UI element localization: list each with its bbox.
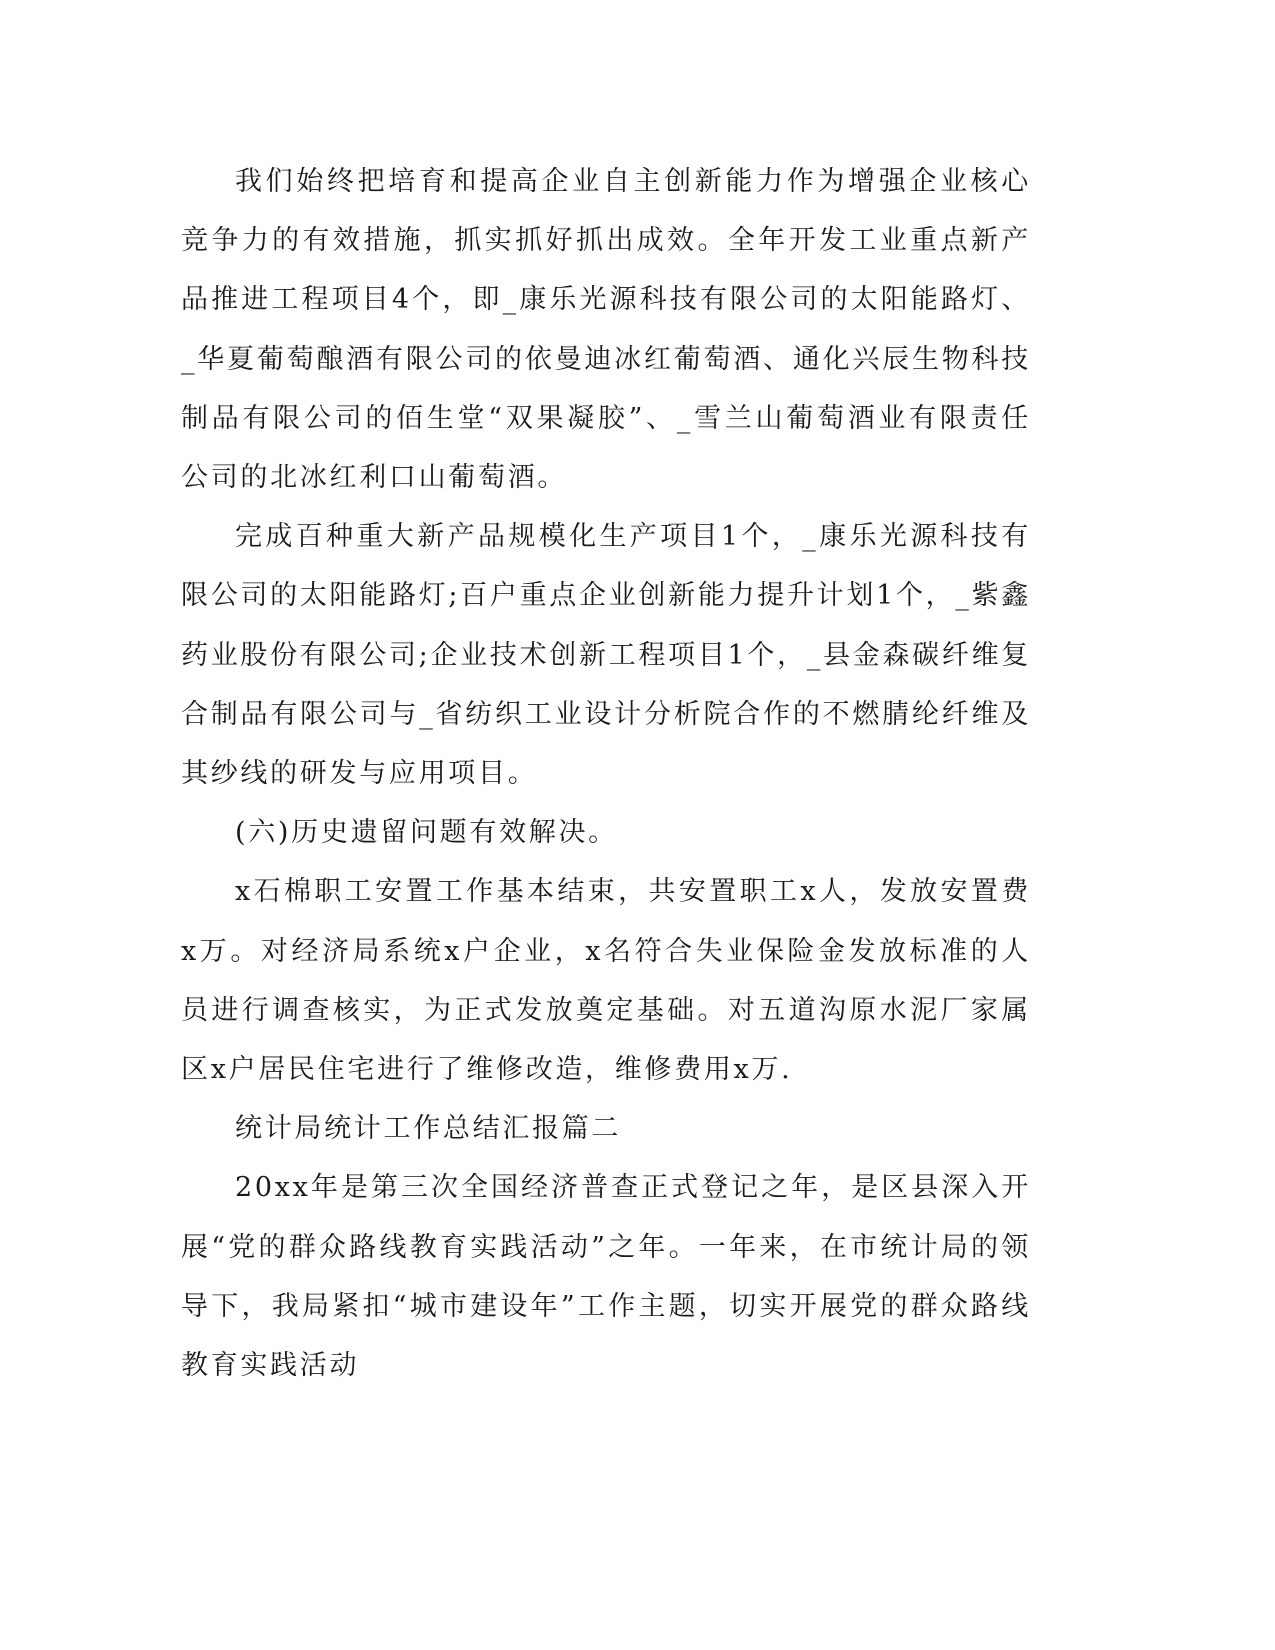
paragraph-innovation-projects: 我们始终把培育和提高企业自主创新能力作为增强企业核心竞争力的有效措施，抓实抓好抓出成效。全年开发工业重点新产品推进工程项目4个，即_康乐光源科技有限公司的太阳能路灯、_华夏葡萄酿酒有限公司的依曼迪冰红葡萄酒、通化兴辰生物科技制品有限公司的佰生堂“双果凝胶”、_雪兰山葡萄酒业有限责任公司的北冰红利口山葡萄酒。 — [181, 166, 1031, 494]
paragraph-economic-census: 20xx年是第三次全国经济普查正式登记之年，是区县深入开展“党的群众路线教育实践活动”之年。一年来，在市统计局的领导下，我局紧扣“城市建设年”工作主题，切实开展党的群众路线教育实践活动 — [181, 1172, 1031, 1382]
section-heading-historical-issues: (六)历史遗留问题有效解决。 — [235, 817, 618, 849]
paragraph-new-product-production: 完成百种重大新产品规模化生产项目1个，_康乐光源科技有限公司的太阳能路灯;百户重点企业创新能力提升计划1个，_紫鑫药业股份有限公司;企业技术创新工程项目1个，_县金森碳纤维复合制品有限公司与_省纺织工业设计分析院合作的不燃腈纶纤维及其纱线的研发与应用项目。 — [181, 521, 1031, 790]
section-heading-report-part-two: 统计局统计工作总结汇报篇二 — [235, 1113, 622, 1145]
paragraph-worker-resettlement: x石棉职工安置工作基本结束，共安置职工x人，发放安置费x万。对经济局系统x户企业，x名符合失业保险金发放标准的人员进行调查核实，为正式发放奠定基础。对五道沟原水泥厂家属区x户居民住宅进行了维修改造，维修费用x万. — [181, 876, 1031, 1086]
document-body — [181, 152, 1031, 1395]
